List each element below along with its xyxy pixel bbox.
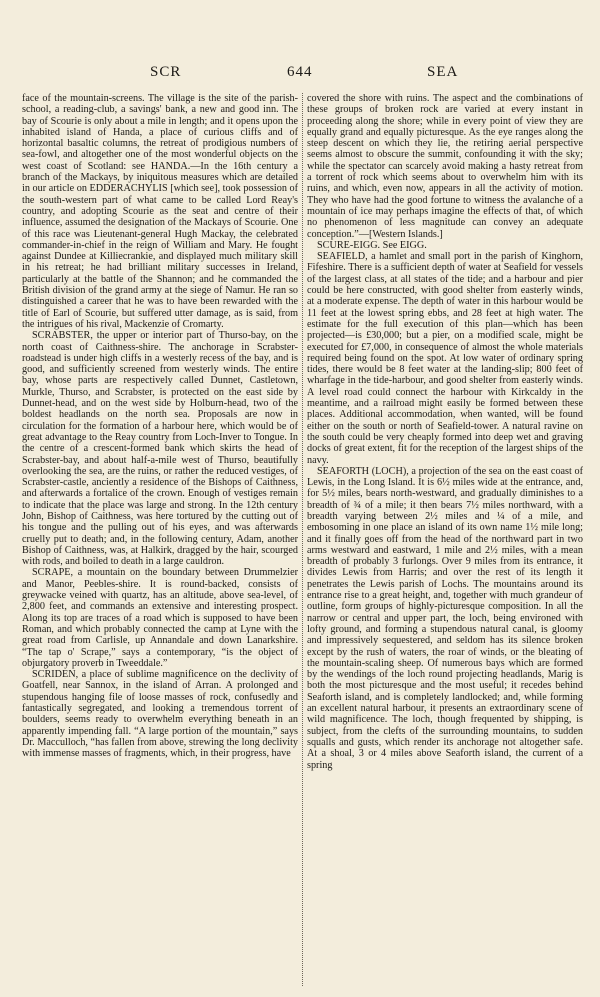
left-column	[22, 93, 298, 989]
paragraph-scourie-continued: face of the mountain-screens. The village is the site of the parish-school, a reading-club, a savings' bank, a new and good inn. The bay of Scourie is only about a mile in length; and it opens upon the inhabited island of Handa, a place of curious cliffs and of horizontal basaltic columns, the retreat of prodigious numbers of sea-fowl, and altogether one of the most wonderful objects on the west coast of Scotland: see HANDA.—In the 16th century a branch of the Mackays, by iniquitous measures which are detailed in our article on EDDERACHYLIS [which see], took possession of the south-western part of what came to be called Lord Reay's country, and adopting Scourie as the seat and centre of their influence, assumed the designation of the Mackays of Scourie. One of this race was Lieutenant-general Hugh Mackay, the celebrated commander-in-chief in the reign of William and Mary. He fought against Dundee at Killiecrankie, and displayed much military skill in his retreat; he had brilliant military successes in Ireland, particularly at the battle of the Shannon; and he commanded the British division of the grand army at the siege of Namur. He ran so distinguished a career that he was to have been rewarded with the title of Earl of Scourie, but suffered utter damage, as is said, from the intrigues of his rival, Mackenzie of Cromarty.	[22, 93, 298, 330]
entry-scrabster: SCRABSTER, the upper or interior part of Thurso-bay, on the north coast of Caithness-shire. The anchorage in Scrabster-roadstead is under high cliffs in a westerly recess of the bay, and is good, and sufficiently screened from westerly winds. The entire bay, whose parts are respectively called Dunnet, Castletown, Murkle, Thurso, and Scrabster, is protected on the east side by Dunnet-head, and on the west side by Holburn-head, two of the boldest headlands on the north sea. Proposals are now in circulation for the formation of a harbour here, which would be of great advantage to the Reay country from Loch-Inver to Tongue. In the centre of a crescent-formed bank which skirts the head of Scrabster-bay, and about half-a-mile west of Thurso, beautifully overlooking the sea, are the ruins, or rather the reduced vestiges, of Scrabster-castle, anciently a residence of the Bishops of Caithness, and afterwards a fortalice of the crown. Enough of vestiges remain to indicate that the place was large and strong. In the 12th century John, Bishop of Caithness, was here tortured by the cutting out of his tongue and the pulling out of his eyes, and was afterwards cruelly put to death; and, in the following century, Adam, another Bishop of Caithness, was, at Halkirk, dragged by the hair, scourged with rods, and boiled to death in a large cauldron.	[22, 330, 298, 568]
column-divider	[302, 93, 304, 986]
entry-seafield: SEAFIELD, a hamlet and small port in the parish of Kinghorn, Fifeshire. There is a sufficient depth of water at Seafield for vessels of the largest class, at all states of the tide; and a harbour and pier could be here constructed, with good shelter from easterly winds, at a moderate expense. The depth of water in this harbour would be 11 feet at the lowest spring ebbs, and 28 feet at high water. The estimate for the full execution of this plan—which has been projected—is £30,000; but a pier, on a modified scale, might be executed for £7,000, in consequence of almost the whole materials required being found on the spot. At low water of ordinary spring tides, there would be 8 feet water at the landing-slip; 800 feet of wharfage in the tide-harbour, and good shelter from easterly winds. A level road could connect the harbour with Kirkcaldy in the meantime, and a railroad might easily be formed between these places. Additional accommodation, when wanted, will be found either on the south or north of Seafield-tower. A natural ravine on the south could be very cheaply formed into deep wet and graving docks of great extent, fit for the reception of the largest ships of the navy.	[307, 251, 583, 466]
header-left-keyword: SCR	[150, 64, 182, 80]
page-number: 644	[287, 64, 313, 80]
running-header	[0, 64, 600, 84]
header-right-keyword: SEA	[427, 64, 459, 80]
entry-seaforth-loch: SEAFORTH (LOCH), a projection of the sea on the east coast of Lewis, in the Long Island. It is 6½ miles wide at the entrance, and, for 5½ miles, bears north-westward, and gradually diminishes to a breadth of ¾ of a mile; it then bears 7½ miles northward, with a breadth varying between 2½ miles and ¼ of a mile, and embosoming in one place an island of its own name 1½ mile long; and it finally goes off from the head of the northward part in two arms westward and eastward, 1 mile and 2½ miles, with a mean breadth of probably 3 furlongs. Over 9 miles from its entrance, it divides Lewis from Harris; and over the rest of its length it penetrates the Lewis parish of Lochs. The mountains around its entrance rise to a great height, and, together with much grandeur of outline, form groups of highly-picturesque composition. In all the narrow or central and upper part, the loch, being environed with lofty ground, and forming a stupendous natural canal, is gloomy and impressively sequestered, and seldom has its silence broken except by the rush of waters, the roar of winds, or the bleating of the mountain-scaling sheep. Of numerous bays which are formed by the wendings of the loch round projecting headlands, Marig is both the most picturesque and the most useful; it recedes behind Seaforth island, and is completely landlocked; and, while forming an excellent natural harbour, it presents an extraordinary scene of wild magnificence. The loch, though frequented by shipping, is subject, from the clefts of the surrounding mountains, to sudden squalls and gusts, which render its anchorage not altogether safe. At a shoal, 3 or 4 miles above Seaforth island, the current of a spring	[307, 465, 583, 771]
entry-scure-eigg: SCURE-EIGG. See EIGG.	[317, 239, 427, 251]
entry-scrape: SCRAPE, a mountain on the boundary between Drummelzier and Manor, Peebles-shire. It is round-backed, consists of greywacke veined with quartz, has an altitude, above sea-level, of 2,800 feet, and commands an extensive and interesting prospect. Along its top are traces of a road which is supposed to have been Roman, and which probably connected the camp at Lyne with the great road from Carlisle, up Annandale and down Lanarkshire. “The tap o' Scrape,” says a contemporary, “is the object of objurgatory proverb in Tweeddale.”	[22, 567, 298, 669]
right-column	[307, 93, 583, 989]
paragraph-scriden-continued: covered the shore with ruins. The aspect and the combinations of these groups of broken rock are varied at every instant in proceeding along the shore; while in every point of view they are equally grand and equally picturesque. As the eye ranges along the steep descent on which they lie, the retiring aerial perspective seems almost to obscure the summit, confounding it with the sky; while the spectator can scarcely avoid making a hasty retreat from a torrent of rock which seems about to overwhelm him with its ruins, and which, even now, appears in all the activity of motion. They who have had the good fortune to witness the avalanche of a mountain of ice may perhaps imagine the effects of that, of which no phenomenon of less magnitude can convey an adequate conception.”—[Western Islands.]	[307, 93, 583, 240]
text-columns	[22, 93, 584, 989]
entry-scriden: SCRIDEN, a place of sublime magnificence on the declivity of Goatfell, near Sannox, in the island of Arran. A prolonged and stupendous hanging file of loose masses of rock, confusedly and fantastically segregated, and looking a tremendous torrent of boulders, seems ready to overwhelm everything beneath in an apparently impending fall. “A large portion of the mountain,” says Dr. Macculloch, “has fallen from above, strewing the long declivity with immense masses of fragments, which, in their progress, have	[22, 669, 298, 760]
